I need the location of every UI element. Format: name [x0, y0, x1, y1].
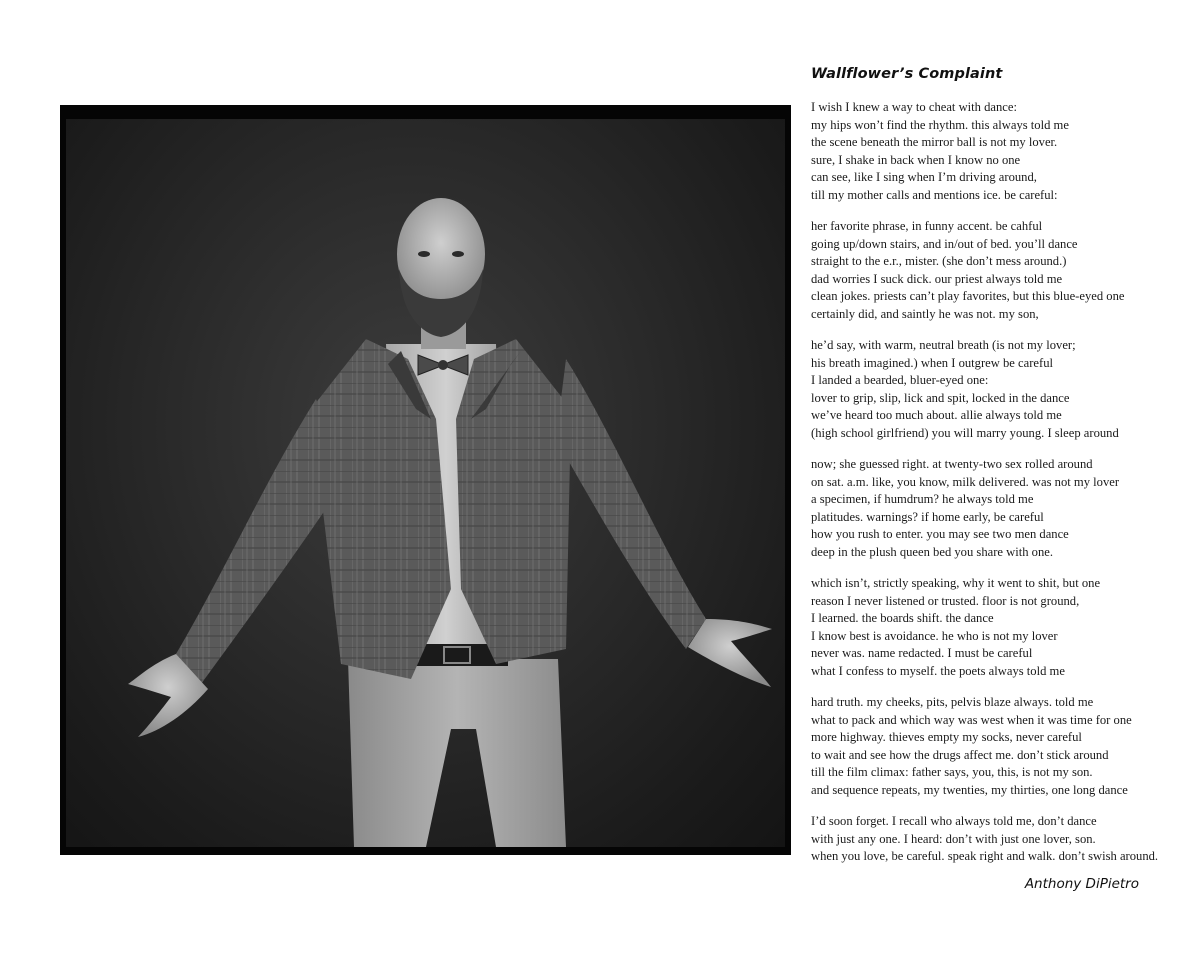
poem-line: I wish I knew a way to cheat with dance:: [811, 100, 1017, 114]
poem-line: with just any one. I heard: don’t with just one lover, son.: [811, 831, 1096, 846]
portrait-figure: [66, 119, 785, 847]
poem-line: I’d soon forget. I recall who always told me, don’t dance: [811, 814, 1097, 828]
poem-line: going up/down stairs, and in/out of bed. you’ll dance: [811, 236, 1078, 251]
poem-line: we’ve heard too much about. allie always told me: [811, 408, 1062, 422]
poem-line: straight to the e.r., mister. (she don’t mess around.): [811, 254, 1067, 268]
poem-line: lover to grip, slip, lick and spit, locked in the dance: [811, 390, 1070, 405]
poem-line: platitudes. warnings? if home early, be careful: [811, 509, 1044, 524]
poem-line: how you rush to enter. you may see two men dance: [811, 527, 1069, 541]
poem-stanza: [811, 218, 1171, 323]
poem-line: can see, like I sing when I’m driving around,: [811, 170, 1037, 184]
poem-stanza: [811, 575, 1171, 680]
poem-line: never was. name redacted. I must be careful: [811, 646, 1033, 660]
poem-title: Wallflower’s Complaint: [811, 66, 1003, 82]
poem-line: deep in the plush queen bed you share with one.: [811, 544, 1054, 559]
poem-line: reason I never listened or trusted. floor is not ground,: [811, 593, 1080, 608]
poem-line: now; she guessed right. at twenty-two sex rolled around: [811, 457, 1093, 471]
poem-line: which isn’t, strictly speaking, why it went to shit, but one: [811, 576, 1101, 590]
poem-author: Anthony DiPietro: [1024, 876, 1139, 892]
poem-line: and sequence repeats, my twenties, my thirties, one long dance: [811, 782, 1128, 797]
poem-line: what to pack and which way was west when it was time for one: [811, 712, 1132, 727]
poem-line: I learned. the boards shift. the dance: [811, 611, 994, 625]
poem-stanza: [811, 813, 1171, 866]
poem-line: (high school girlfriend) you will marry young. I sleep around: [811, 425, 1119, 440]
poem-stanza: [811, 694, 1171, 799]
poem-line: till the film climax: father says, you, this, is not my son.: [811, 765, 1093, 779]
poem-line: my hips won’t find the rhythm. this always told me: [811, 117, 1069, 132]
poem-line: sure, I shake in back when I know no one: [811, 152, 1021, 167]
poem-line: the scene beneath the mirror ball is not my lover.: [811, 135, 1058, 149]
poem: [811, 66, 1171, 880]
poem-line: to wait and see how the drugs affect me. don’t stick around: [811, 747, 1109, 762]
poem-line: a specimen, if humdrum? he always told me: [811, 492, 1034, 506]
poem-line: certainly did, and saintly he was not. my son,: [811, 306, 1039, 321]
poem-stanza: [811, 337, 1171, 442]
poem-line: dad worries I suck dick. our priest always told me: [811, 271, 1063, 286]
poem-line: what I confess to myself. the poets always told me: [811, 663, 1065, 678]
poem-line: he’d say, with warm, neutral breath (is not my lover;: [811, 338, 1076, 352]
poem-line: I know best is avoidance. he who is not my lover: [811, 628, 1058, 643]
poem-stanza: [811, 99, 1171, 204]
poem-line: clean jokes. priests can’t play favorites, but this blue-eyed one: [811, 289, 1125, 303]
poem-line: on sat. a.m. like, you know, milk delivered. was not my lover: [811, 474, 1120, 489]
poem-line: hard truth. my cheeks, pits, pelvis blaze always. told me: [811, 695, 1094, 709]
poem-line: till my mother calls and mentions ice. be careful:: [811, 187, 1058, 202]
portrait-photo: [60, 105, 791, 855]
poem-line: when you love, be careful. speak right and walk. don’t swish around.: [811, 849, 1159, 863]
poem-body: [811, 99, 1171, 866]
poem-line: her favorite phrase, in funny accent. be cahful: [811, 219, 1043, 233]
poem-line: more highway. thieves empty my socks, never careful: [811, 730, 1082, 744]
poem-stanza: [811, 456, 1171, 561]
poem-line: I landed a bearded, bluer-eyed one:: [811, 373, 989, 387]
poem-line: his breath imagined.) when I outgrew be careful: [811, 355, 1053, 370]
portrait-backdrop: [66, 119, 785, 847]
